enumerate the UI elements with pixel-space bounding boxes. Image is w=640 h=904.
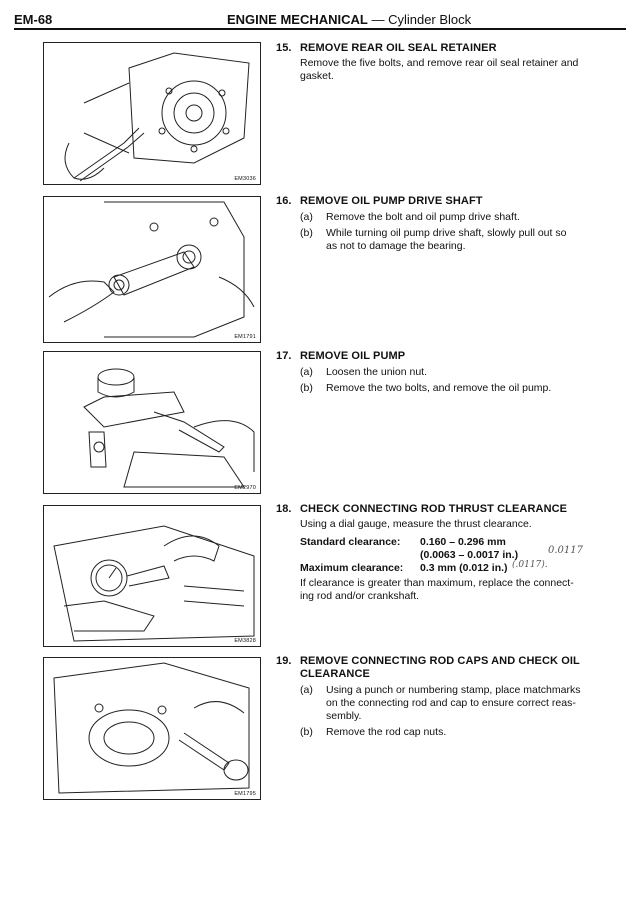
substep-text: Remove the rod cap nuts. [326,726,447,738]
figure-code: EM1791 [234,334,256,340]
subsection-title: Cylinder Block [388,12,472,27]
step-body: Using a dial gauge, measure the thrust clearance. [300,518,532,530]
substep [276,382,606,395]
note-line: ing rod and/or crankshaft. [300,590,420,602]
step-title: REMOVE REAR OIL SEAL RETAINER [300,42,497,54]
illustration-dial-gauge [44,506,260,646]
step-body-line: gasket. [300,70,334,82]
figure-oil-pump-drive-shaft [43,196,261,343]
substep-label: (b) [300,726,313,738]
page-number: EM-68 [14,12,53,27]
substep-label: (a) [300,366,313,378]
figure-oil-pump [43,351,261,494]
illustration-drive-shaft [44,197,260,342]
step-title: CHECK CONNECTING ROD THRUST CLEARANCE [300,503,568,515]
substep [276,366,606,379]
step-15 [276,42,606,83]
step-body-line: Remove the five bolts, and remove rear oil seal retainer and [300,57,579,69]
illustration-rod-cap [44,658,260,799]
spec-value: 0.160 – 0.296 mm [420,536,506,548]
substep-label: (a) [300,684,313,696]
substep-text: sembly. [326,710,362,722]
figure-code: EM1795 [234,791,256,797]
step-number: 15. [276,42,292,54]
step-19 [276,655,606,739]
figure-rod-cap-punch [43,657,261,800]
note-line: If clearance is greater than maximum, replace the connect- [300,577,574,589]
figure-code: EM2970 [234,485,256,491]
substep [276,227,606,253]
substep [276,684,606,723]
substep-text: Using a punch or numbering stamp, place matchmarks [326,684,581,696]
spec-value: 0.3 mm (0.012 in.) [420,562,508,574]
substep [276,211,606,224]
step-title: REMOVE CONNECTING ROD CAPS AND CHECK OIL [300,655,580,667]
spec-value: (0.0063 – 0.0017 in.) [420,549,519,561]
substep-text: on the connecting rod and cap to ensure correct reas- [326,697,576,709]
figure-rear-oil-seal-retainer [43,42,261,185]
step-17 [276,350,606,395]
figure-code: EM3828 [234,638,256,644]
step-heading [276,195,606,208]
substep-text: Remove the two bolts, and remove the oil pump. [326,382,552,394]
step-number: 17. [276,350,292,362]
step-heading [276,655,606,681]
maximum-clearance [300,562,606,575]
section-title: ENGINE MECHANICAL [227,12,368,27]
step-heading [276,503,606,516]
step-title: REMOVE OIL PUMP DRIVE SHAFT [300,195,483,207]
substep-text: as not to damage the bearing. [326,240,466,252]
step-16 [276,195,606,253]
substep-text: While turning oil pump drive shaft, slowly pull out so [326,227,567,239]
step-body [300,57,606,83]
substep-label: (a) [300,211,313,223]
handwritten-note: 0.0117 [548,545,583,556]
step-title-continued: CLEARANCE [300,668,370,680]
substep-text: Remove the bolt and oil pump drive shaft. [326,211,520,223]
figure-dial-gauge [43,505,261,647]
page-title [227,12,471,27]
page-header [14,12,626,30]
title-separator: — [367,12,389,27]
step-18 [276,503,606,603]
header-rule [14,28,626,30]
step-note [300,577,606,603]
substep [276,726,606,739]
spec-label: Maximum clearance: [300,562,404,574]
step-heading [276,42,606,55]
figure-code: EM3036 [234,176,256,182]
handwritten-note: (.0117). [512,560,548,570]
spec-label: Standard clearance: [300,536,401,548]
substep-label: (b) [300,382,313,394]
step-heading [276,350,606,363]
step-number: 18. [276,503,292,515]
step-number: 16. [276,195,292,207]
illustration-oil-pump [44,352,260,493]
step-number: 19. [276,655,292,667]
illustration-retainer [44,43,260,184]
substep-text: Loosen the union nut. [326,366,428,378]
step-title: REMOVE OIL PUMP [300,350,406,362]
substep-label: (b) [300,227,313,239]
